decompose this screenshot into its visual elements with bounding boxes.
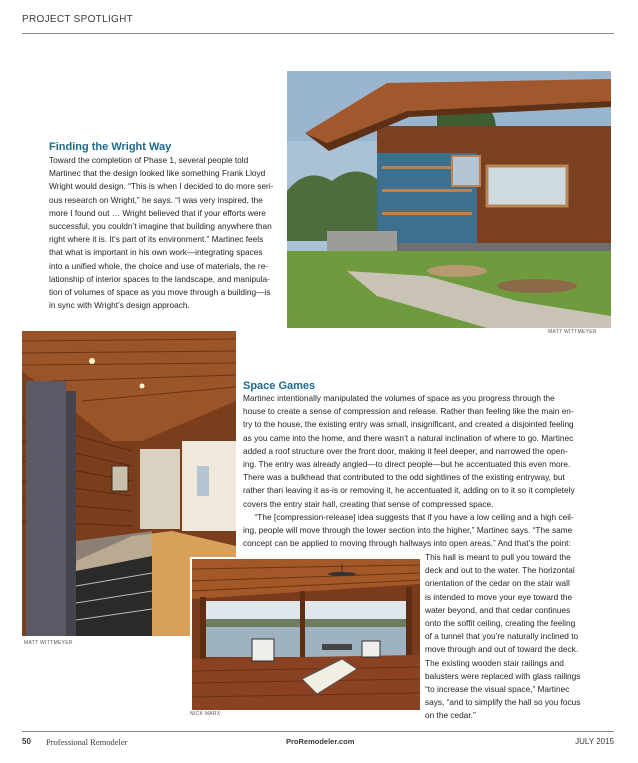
article1-line: successful, you couldn’t imagine that building anywhere than (49, 221, 272, 232)
deck-photo (190, 557, 422, 712)
article2-narrow-line: “to increase the visual space,” Martinec (425, 684, 570, 695)
article1-line: right where it is. It’s part of its environment.” Martinec feels (49, 234, 264, 245)
article1-line: that what is important in his own work—integrating spaces (49, 247, 263, 258)
photo-credit-exterior: MATT WITTMEYER (548, 329, 597, 335)
photo-credit-deck: NICK MARX (190, 711, 221, 717)
article2-narrow-line: says, “and to simplify the hall so you focus (425, 697, 581, 708)
footer (22, 737, 614, 751)
article2-line: added a roof structure over the front door, making it feel deeper, and narrowed the open- (243, 445, 568, 456)
article2-narrow-line: of a tunnel that you’re naturally inclined to (425, 631, 579, 642)
article2-body-narrow (425, 551, 615, 723)
article1-line: in sync with Wright’s design approach. (49, 300, 190, 311)
article2-narrow-line: onto the soffit ceiling, creating the feeling (425, 618, 576, 629)
website-link[interactable]: ProRemodeler.com (286, 737, 355, 746)
article2-narrow-line: move through and out of toward the deck. (425, 644, 579, 655)
article2-line: concept can be applied to moving through hallways into open areas.” And that’s the point: (243, 538, 571, 549)
article2-line: rather than leaving it as-is or removing it, he accentuated it, adding on to it so it completely (243, 485, 575, 496)
article1-heading: Finding the Wright Way (49, 141, 172, 153)
article2-narrow-line: on the cedar.” (425, 710, 476, 721)
article2-narrow-line: balusters were replaced with glass railings (425, 670, 581, 681)
article1-line: lationship of interior spaces to the landscape, and manipula- (49, 273, 270, 284)
article2-line: There was a bulkhead that contributed to the odd sightlines of the existing entryway, but (243, 472, 565, 483)
article2-line: “The [compression-release] idea suggests that if you have a low ceiling and a high ceil- (243, 511, 574, 522)
article1-line: Wright would design. “This is when I decided to do more seri- (49, 181, 274, 192)
article2-line: covers the entry stair hall, creating that sense of compressed space. (243, 498, 494, 509)
exterior-photo (287, 71, 611, 328)
article2-narrow-line: water beyond, and that cedar continues (425, 604, 571, 615)
header-rule (22, 33, 614, 34)
article2-line: ing, people will move through the lower section into the higher,” Martinec says. “The same (243, 525, 573, 536)
article2-line: as you came into the home, and there wasn’t a natural inclination of where to go. Martinec (243, 432, 574, 443)
article2-line: try to the house, the existing entry was small, insignificant, and created a disjointed feeling (243, 419, 574, 430)
footer-rule (22, 731, 614, 732)
article1-line: tion of volumes of space as you move through a building—is (49, 287, 271, 298)
article2-narrow-line: The existing wooden stair railings and (425, 657, 564, 668)
article2-narrow-line: is intended to move your eye toward the (425, 591, 573, 602)
page-number: 50 (22, 737, 31, 746)
article2-line: Martinec intentionally manipulated the volumes of space as you progress through the (243, 393, 555, 403)
article1-line: more I found out … Wright believed that if your efforts were (49, 207, 266, 218)
publication-name: Professional Remodeler (46, 737, 128, 747)
section-label: PROJECT SPOTLIGHT (22, 14, 134, 25)
article1-line: ous research on Wright,” he says. “I was very inspired, the (49, 194, 263, 205)
article1-line: into a unified whole, the choice and use of materials, the re- (49, 260, 269, 271)
article2-line: house to create a sense of compression and release. Rather than feeling like the main en- (243, 406, 574, 417)
article1-body (49, 154, 285, 312)
article2-line: ing. The entry was already angled—to direct people—but he accentuated this even more. (243, 459, 571, 470)
article2-heading: Space Games (243, 380, 316, 392)
article2-narrow-line: orientation of the cedar on the stair wall (425, 578, 570, 589)
article2-narrow-line: deck and out to the water. The horizontal (425, 565, 575, 576)
article2-narrow-line: This hall is meant to pull you toward the (425, 552, 571, 562)
photo-credit-hallway: MATT WITTMEYER (24, 640, 73, 646)
issue-date: JULY 2015 (575, 737, 614, 746)
article2-body (243, 392, 615, 550)
article1-line: Martinec that the design looked like something Frank Lloyd (49, 168, 266, 179)
article1-line: Toward the completion of Phase 1, several people told (49, 155, 249, 165)
